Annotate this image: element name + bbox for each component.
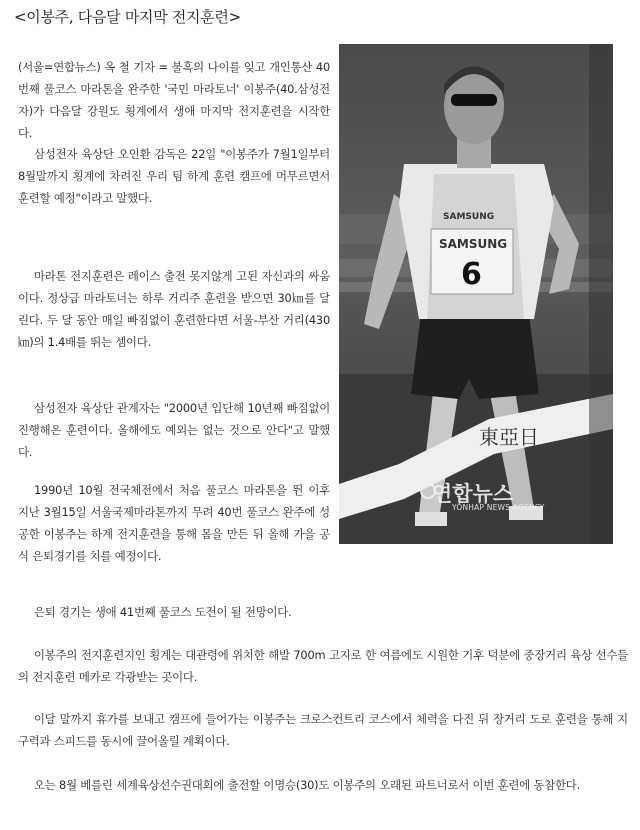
article-paragraph-1: (서울=연합뉴스) 옥 철 기자 = 불혹의 나이를 잊고 개인통산 40번째 풀코스 마라톤을 완주한 '국민 마라토너' 이봉주(40.삼성전자)가 다음달 강원도 횡계에서 생애 마지막 전지훈련을 시작한다. [18, 60, 330, 140]
article-paragraph-2: 삼성전자 육상단 오인환 감독은 22일 "이봉주가 7월1일부터 8월말까지 횡계에 차려진 우리 팀 하계 훈련 캠프에 머무르면서 훈련할 예정"이라고 말했다. [18, 147, 330, 205]
bib-brand: SAMSUNG [439, 237, 508, 251]
headline: <이봉주, 다음달 마지막 전지훈련> [14, 8, 241, 26]
article-paragraph-4: 삼성전자 육상단 관계자는 "2000년 입단해 10년째 빠짐없이 진행해온 훈련이다. 올해에도 예외는 없는 것으로 안다"고 말했다. [18, 401, 330, 459]
article-paragraph-7: 이봉주의 전지훈련지인 횡계는 대관령에 위치한 해발 700m 고지로 한 여름에도 시원한 기후 덕분에 중장거리 육상 선수들의 전지훈련 메카로 각광받는 곳이다. [18, 648, 628, 684]
shirt-brand: SAMSUNG [443, 212, 495, 222]
watermark-sub: YONHAP NEWS AGENCY [452, 503, 545, 512]
article-paragraph-9: 오는 8월 베를린 세계육상선수권대회에 출전할 이명승(30)도 이봉주의 오래된 파트너로서 이번 훈련에 동참한다. [34, 778, 581, 792]
article-paragraph-5: 1990년 10월 전국체전에서 처음 풀코스 마라톤을 뛴 이후 지난 3월15일 서울국제마라톤까지 무려 40번 풀코스 완주에 성공한 이봉주는 하계 전지훈련을 통해 몸을 만든 뒤 올해 가을 공식 은퇴경기를 치를 예정이다. [18, 483, 330, 563]
watermark: 연합뉴스 [432, 482, 514, 506]
tape-text: 東亞日 [479, 425, 539, 449]
news-photo [339, 44, 613, 544]
bib-number: 6 [461, 257, 482, 292]
article-paragraph-6: 은퇴 경기는 생애 41번째 풀코스 도전이 될 전망이다. [34, 605, 292, 619]
runner-photo [339, 44, 613, 544]
article-paragraph-3: 마라톤 전지훈련은 레이스 출전 못지않게 고된 자신과의 싸움이다. 정상급 마라토너는 하루 거리주 훈련을 받으면 30㎞를 달린다. 두 달 동안 매일 빠짐없이 훈련한다면 서울-부산 거리(430㎞)의 1.4배를 뛰는 셈이다. [18, 269, 330, 349]
article-paragraph-8: 이달 말까지 휴가를 보내고 캠프에 들어가는 이봉주는 크로스컨트리 코스에서 체력을 다진 뒤 장거리 도로 훈련을 통해 지구력과 스피드를 동시에 끌어올릴 계획이다. [18, 712, 628, 748]
